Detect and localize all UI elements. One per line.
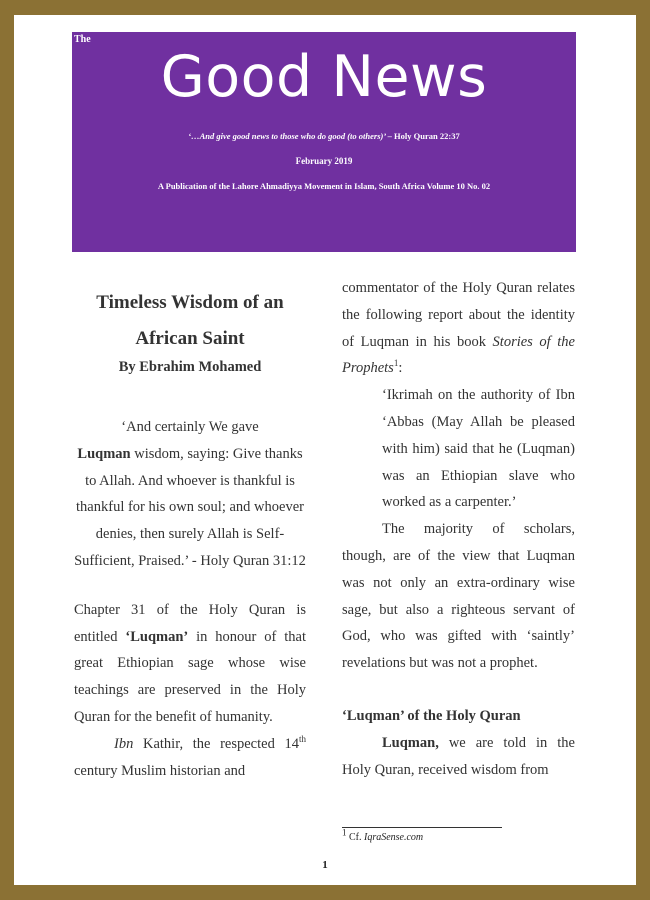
page-number: 1 xyxy=(322,859,328,871)
verse-pre: ‘And certainly We gave xyxy=(121,419,259,435)
left-column xyxy=(74,285,306,784)
masthead-publication: A Publication of the Lahore Ahmadiyya Movement in Islam, South Africa Volume 10 No. 02 xyxy=(157,181,491,191)
newsletter-page xyxy=(14,15,636,885)
footnote-marker: 1 xyxy=(342,827,347,838)
p1-bold: ‘Luqman’ xyxy=(125,628,189,645)
paragraph-scholars: The majority of scholars, though, are of the view that Luqman was not only an extra-ordinary wise sage, but also a righteous servant of God, who was gifted with ‘saintly’ revelations but was not a prophet. xyxy=(342,521,575,672)
paragraph-chapter xyxy=(74,597,306,731)
article-title-line1: Timeless Wisdom of an xyxy=(96,292,284,313)
masthead-title: Good News xyxy=(160,44,488,110)
r1-start: commentator of the Holy Quran relates the following report about the identity of Luqman in his book xyxy=(342,280,575,350)
verse-bold: Luqman xyxy=(77,445,131,462)
masthead-quote-ref: – Holy Quran 22:37 xyxy=(387,131,460,141)
masthead-quote xyxy=(72,131,576,141)
p2-italic: Ibn xyxy=(114,735,134,752)
masthead-the: The xyxy=(74,34,91,45)
r1-italic: Stories of the Prophets xyxy=(342,333,575,377)
masthead-date: February 2019 xyxy=(295,156,353,166)
p2-end: century Muslim historian and xyxy=(74,762,246,779)
right-column xyxy=(342,275,575,783)
paragraph-ibn-kathir xyxy=(74,731,306,785)
masthead-quote-text: ‘…And give good news to those who do good (to others)’ xyxy=(188,131,386,141)
p4-bold: Luqman, xyxy=(382,734,439,751)
verse-post: wisdom, saying: Give thanks to Allah. And whoever is thankful is thankful for his own soul; and whoever denies, then surely Allah is Self-Sufficient, Praised.’ - Holy Quran 31:12 xyxy=(74,445,306,569)
p4-rest: we are told in the Holy Quran, received wisdom from xyxy=(342,734,575,778)
paragraph-luqman xyxy=(342,730,575,784)
p1-end: in honour of that great Ethiopian sage whose wise teachings are preserved in the Holy Quran for the benefit of humanity. xyxy=(74,628,306,725)
opening-verse xyxy=(74,414,306,575)
article-byline: By Ebrahim Mohamed xyxy=(118,359,262,375)
masthead-banner xyxy=(72,32,576,252)
subheading-luqman: ‘Luqman’ of the Holy Quran xyxy=(342,707,521,724)
paragraph-commentator xyxy=(342,275,575,382)
r1-end: : xyxy=(398,360,403,377)
article-title-line2: African Saint xyxy=(135,328,245,349)
footnote-ref: 1 xyxy=(393,358,399,369)
footnote xyxy=(342,827,424,843)
article-heading xyxy=(74,285,306,376)
p2-sup: th xyxy=(298,733,306,744)
block-quote-ikrimah: ‘Ikrimah on the authority of Ibn ‘Abbas (May Allah be pleased with him) said that he (Luqman) was an Ethiopian slave who worked as a carpenter.’ xyxy=(382,387,575,511)
footnote-site: IqraSense.com xyxy=(364,832,424,843)
p1-start: Chapter 31 of the Holy Quran is entitled xyxy=(74,601,306,645)
footnote-prefix: Cf. xyxy=(346,832,364,843)
footnote-divider xyxy=(342,827,502,828)
p2-start: Kathir, the respected 14 xyxy=(133,735,299,752)
